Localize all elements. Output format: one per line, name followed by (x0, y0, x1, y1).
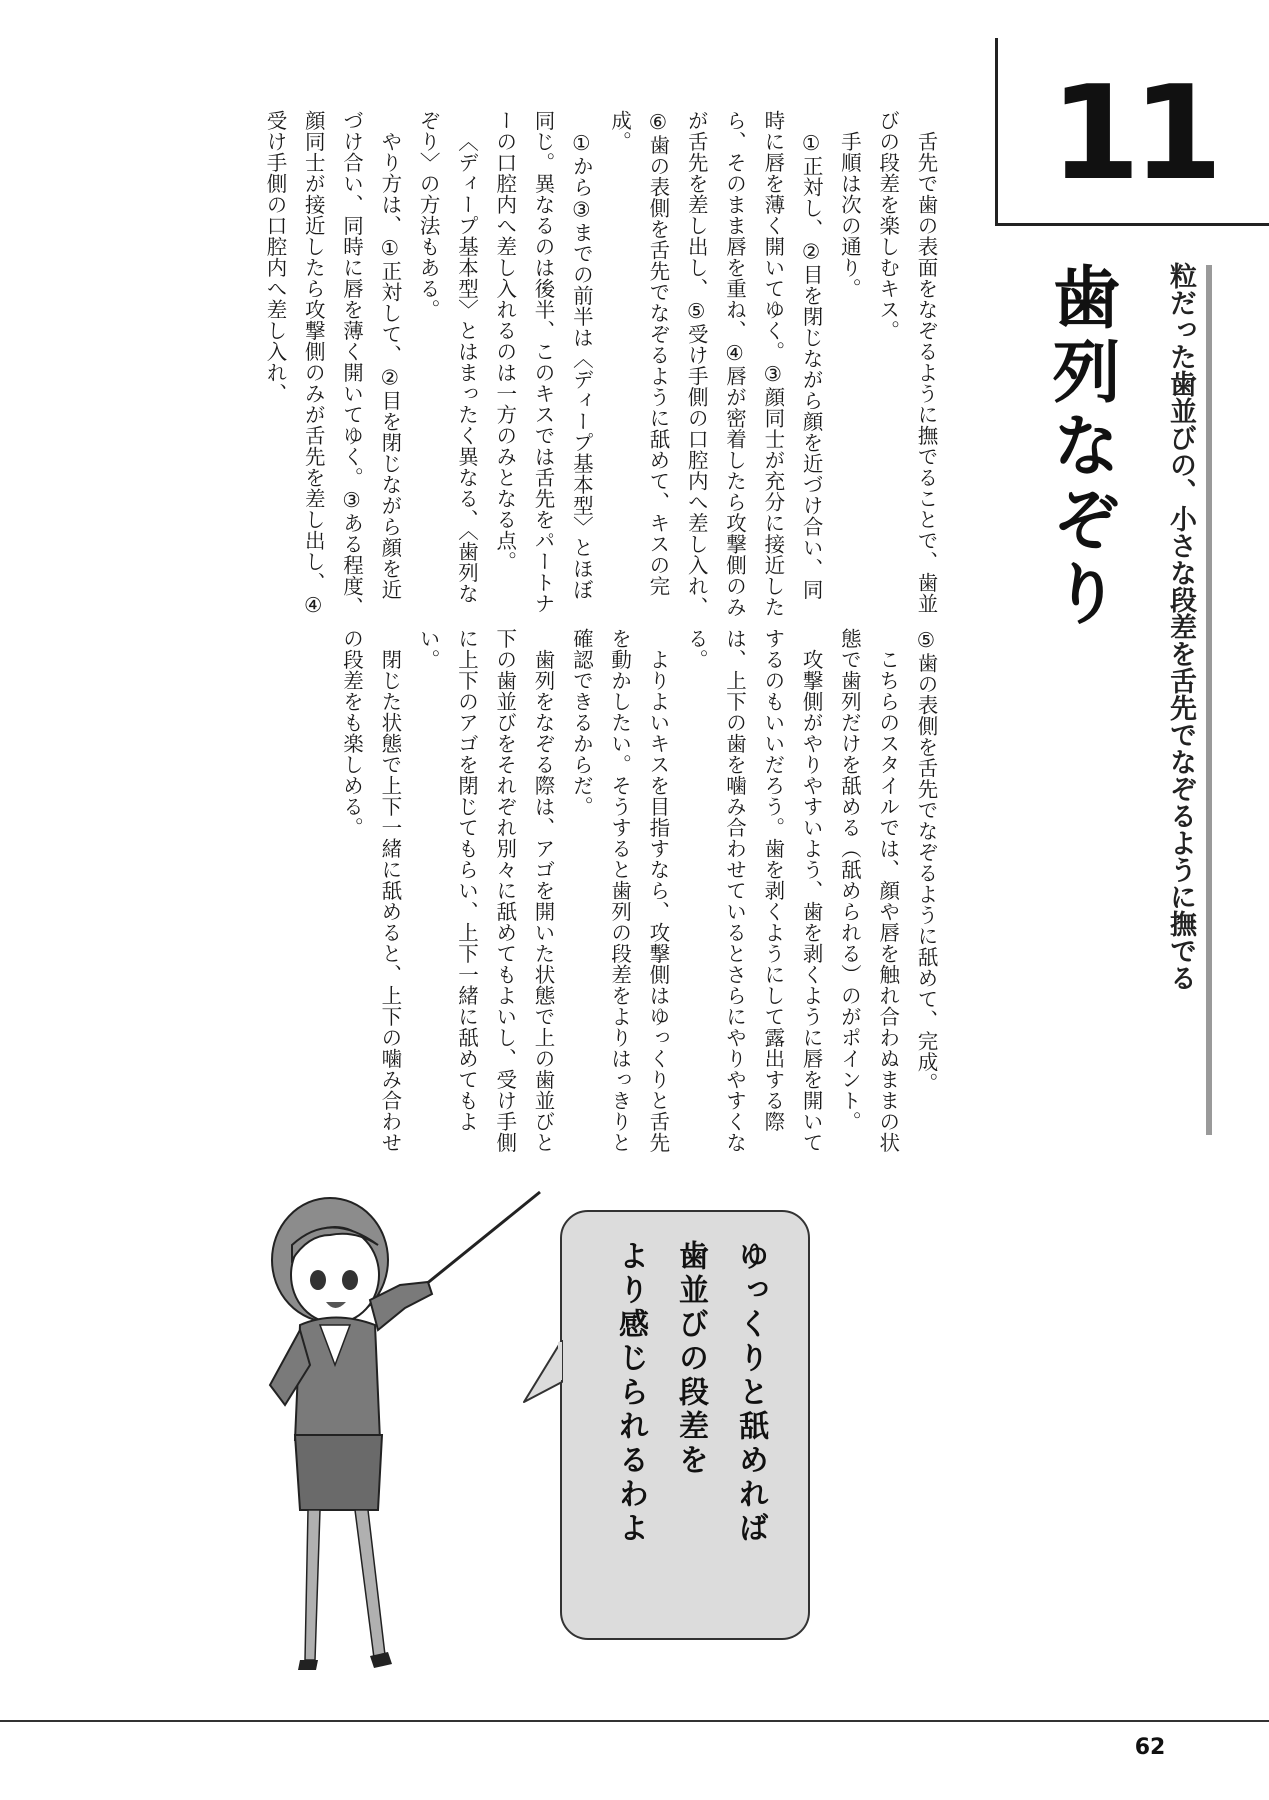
body-text-lower (225, 628, 945, 1158)
speech-bubble-text (590, 1240, 780, 1610)
paragraph: ①から③までの前半は〈ディープ基本型〉とほぼ同じ。異なるのは後半、このキスでは舌先をパートナーの口腔内へ差し入れるのは一方のみとなる点。 (492, 110, 594, 614)
paragraph: 手順は次の通り。 (837, 130, 862, 299)
speech-bubble-tail (522, 1340, 582, 1420)
paragraph: ⑤歯の表側を舌先でなぞるように舐めて、完成。 (914, 628, 938, 1094)
speech-line: より感じられるわよ (613, 1240, 648, 1546)
speech-line: 歯並びの段差を (673, 1240, 708, 1478)
page-title: 歯列なぞり (1041, 262, 1120, 632)
paragraph: 歯列をなぞる際は、アゴを開いた状態で上の歯並びと下の歯並びをそれぞれ別々に舐めてもよいし、受け手側に上下のアゴを閉じてもらい、上下一緒に舐めてもよい。 (416, 628, 556, 1153)
speech-line: ゆっくりと舐めれば (733, 1240, 768, 1546)
teacher-illustration (260, 1190, 560, 1680)
page-subtitle: 粒だった歯並びの、小さな段差を舌先でなぞるように撫でる (1165, 262, 1196, 991)
paragraph: やり方は、①正対して、②目を閉じながら顔を近づけ合い、同時に唇を薄く開いてゆく。③ある程度、顔同士が接近したら攻撃側のみが舌先を差し出し、④受け手側の口腔内へ差し入れ、 (262, 110, 402, 618)
paragraph: 閉じた状態で上下一緒に舐めると、上下の噛み合わせの段差をも楽しめる。 (339, 628, 402, 1153)
chapter-number: 11 (1050, 57, 1215, 209)
paragraph: よりよいキスを目指すなら、攻撃側はゆっくりと舌先を動かしたい。そうすると歯列の段差をよりはっきりと確認できるからだ。 (569, 628, 670, 1153)
paragraph: 攻撃側がやりやすいよう、歯を剥くように唇を開いてするのもいいだろう。歯を剥くようにして露出する際は、上下の歯を噛み合わせているとさらにやりやすくなる。 (684, 628, 824, 1153)
paragraph: ①正対し、②目を閉じながら顔を近づけ合い、同時に唇を薄く開いてゆく。③顔同士が充分に接近したら、そのまま唇を重ね、④唇が密着したら攻撃側のみが舌先を差し出し、⑤受け手側の口腔内へ差し入れ、⑥歯の表側を舌先でなぞるように舐めて、キスの完成。 (607, 110, 824, 618)
paragraph: 〈ディープ基本型〉とはまったく異なる、〈歯列なぞり〉の方法もある。 (416, 110, 479, 604)
paragraph: こちらのスタイルでは、顔や唇を触れ合わぬままの状態で歯列だけを舐める（舐められる）のがポイント。 (837, 628, 900, 1153)
paragraph: 舌先で歯の表面をなぞるように撫でることで、歯並びの段差を楽しむキス。 (875, 110, 938, 614)
subtitle-accent-bar (1206, 265, 1212, 1135)
footer-rule (0, 1720, 1269, 1722)
body-text-upper (140, 110, 945, 620)
page-number: 62 (1134, 1735, 1166, 1760)
